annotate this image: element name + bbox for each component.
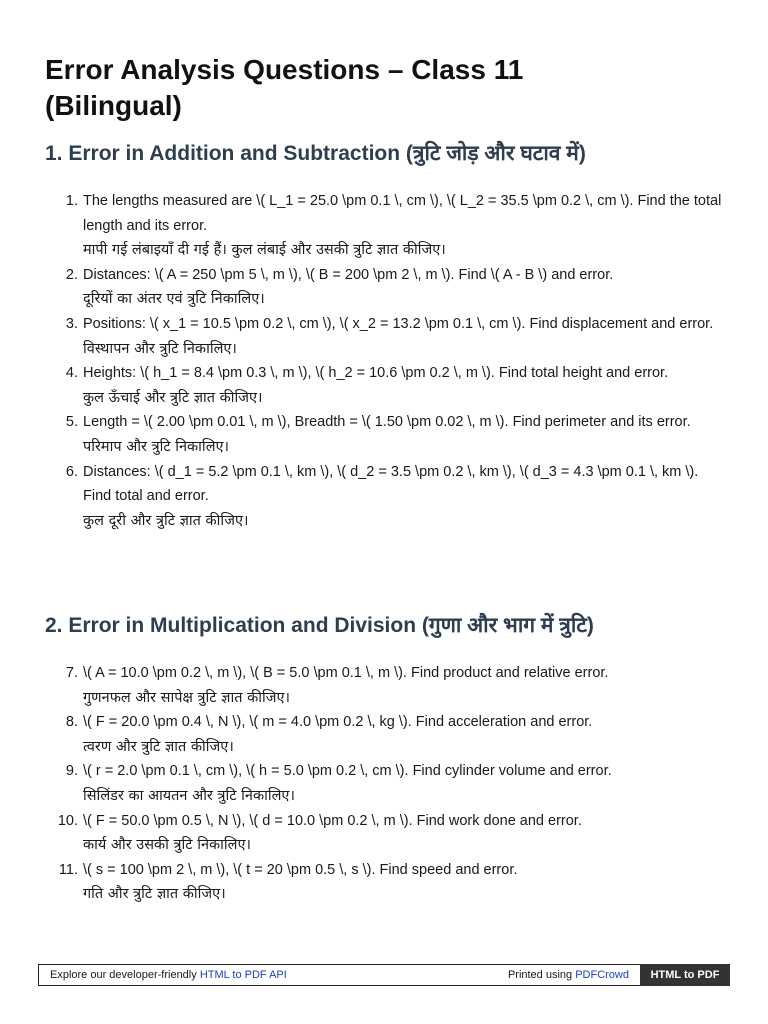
pdfcrowd-footer-bar (38, 964, 730, 986)
question-text-hindi: दूरियों का अंतर एवं त्रुटि निकालिए। (83, 291, 265, 308)
question-text-english: Heights: \( h_1 = 8.4 \pm 0.3 \, m \), \( h_2 = 10.6 \pm 0.2 \, m \). Find total height and error. (83, 365, 669, 382)
question-item (0, 661, 723, 710)
question-text-hindi: कुल दूरी और त्रुटि ज्ञात कीजिए। (83, 512, 249, 529)
question-item (0, 410, 723, 459)
question-text-hindi: मापी गई लंबाइयाँ दी गई हैं। कुल लंबाई और उसकी त्रुटि ज्ञात कीजिए। (83, 242, 446, 259)
page-title-line2: (Bilingual) (45, 90, 182, 121)
question-number: 7. (65, 665, 78, 681)
question-text-hindi: परिमाप और त्रुटि निकालिए। (83, 438, 230, 455)
pdfcrowd-link[interactable]: PDFCrowd (575, 969, 629, 981)
question-list-addition-subtraction (0, 189, 768, 533)
question-text-hindi: कुल ऊँचाई और त्रुटि ज्ञात कीजिए। (83, 389, 263, 406)
question-number: 8. (65, 714, 78, 731)
question-text-english: \( A = 10.0 \pm 0.2 \, m \), \( B = 5.0 \pm 0.1 \, m \). Find product and relative error. (83, 665, 609, 681)
question-number: 11. (58, 861, 78, 878)
question-number: 9. (65, 763, 78, 780)
question-text-english: Distances: \( A = 250 \pm 5 \, m \), \( B = 200 \pm 2 \, m \). Find \( A - B \) and error. (83, 266, 614, 283)
question-text-english: \( F = 20.0 \pm 0.4 \, N \), \( m = 4.0 \pm 0.2 \, kg \). Find acceleration and error. (83, 714, 593, 731)
question-list-multiplication-division (0, 661, 768, 907)
question-text-hindi: सिलिंडर का आयतन और त्रुटि निकालिए। (83, 787, 295, 804)
question-text-english: \( r = 2.0 \pm 0.1 \, cm \), \( h = 5.0 \pm 0.2 \, cm \). Find cylinder volume and error. (83, 763, 612, 780)
question-item (0, 312, 723, 361)
footer-printed (508, 965, 629, 985)
question-number: 6. (65, 463, 78, 480)
html-to-pdf-button[interactable]: HTML to PDF (640, 964, 730, 986)
question-number: 5. (65, 414, 78, 431)
question-text-english: Length = \( 2.00 \pm 0.01 \, m \), Breadth = \( 1.50 \pm 0.02 \, m \). Find perimeter and its error. (83, 414, 691, 431)
question-text-english: Distances: \( d_1 = 5.2 \pm 0.1 \, km \), \( d_2 = 3.5 \pm 0.2 \, km \), \( d_3 = 4.3 \pm 0.1 \, km \). Find total and error. (83, 463, 699, 505)
question-text-hindi: गुणनफल और सापेक्ष त्रुटि ज्ञात कीजिए। (83, 689, 291, 706)
footer-explore (50, 965, 287, 985)
footer-printed-text: Printed using (507, 969, 576, 981)
question-item (0, 759, 723, 808)
page-title-line1: Error Analysis Questions – Class 11 (45, 54, 524, 85)
question-text-hindi: त्वरण और त्रुटि ज्ञात कीजिए। (83, 738, 234, 755)
question-number: 3. (65, 315, 78, 332)
question-number: 1. (65, 193, 78, 209)
question-text-hindi: कार्य और उसकी त्रुटि निकालिए। (83, 837, 252, 854)
question-number: 4. (65, 365, 78, 382)
page-title (45, 52, 735, 124)
html-to-pdf-api-link[interactable]: HTML to PDF API (199, 969, 287, 981)
question-text-english: The lengths measured are \( L_1 = 25.0 \pm 0.1 \, cm \), \( L_2 = 35.5 \pm 0.2 \, cm \). Find the total length and its error. (83, 193, 722, 234)
question-number: 2. (65, 266, 78, 283)
question-text-hindi: गति और त्रुटि ज्ञात कीजिए। (83, 886, 226, 903)
question-item (0, 460, 723, 534)
question-text-english: \( s = 100 \pm 2 \, m \), \( t = 20 \pm 0.5 \, s \). Find speed and error. (83, 861, 518, 878)
question-text-english: \( F = 50.0 \pm 0.5 \, N \), \( d = 10.0 \pm 0.2 \, m \). Find work done and error. (83, 812, 582, 829)
question-item (0, 361, 723, 410)
section-heading-addition-subtraction: 1. Error in Addition and Subtraction (त्रुटि जोड़ और घटाव में) (45, 142, 586, 165)
question-item (0, 858, 723, 907)
question-number: 10. (57, 812, 78, 829)
question-item (0, 189, 723, 263)
question-item (0, 263, 723, 312)
question-text-english: Positions: \( x_1 = 10.5 \pm 0.2 \, cm \), \( x_2 = 13.2 \pm 0.1 \, cm \). Find displacement and error. (83, 315, 714, 332)
footer-explore-text: Explore our developer-friendly (50, 969, 200, 981)
question-item (0, 710, 723, 759)
question-text-hindi: विस्थापन और त्रुटि निकालिए। (83, 340, 237, 357)
section-heading-multiplication-division: 2. Error in Multiplication and Division (गुणा और भाग में त्रुटि) (45, 614, 594, 637)
question-item (0, 809, 723, 858)
